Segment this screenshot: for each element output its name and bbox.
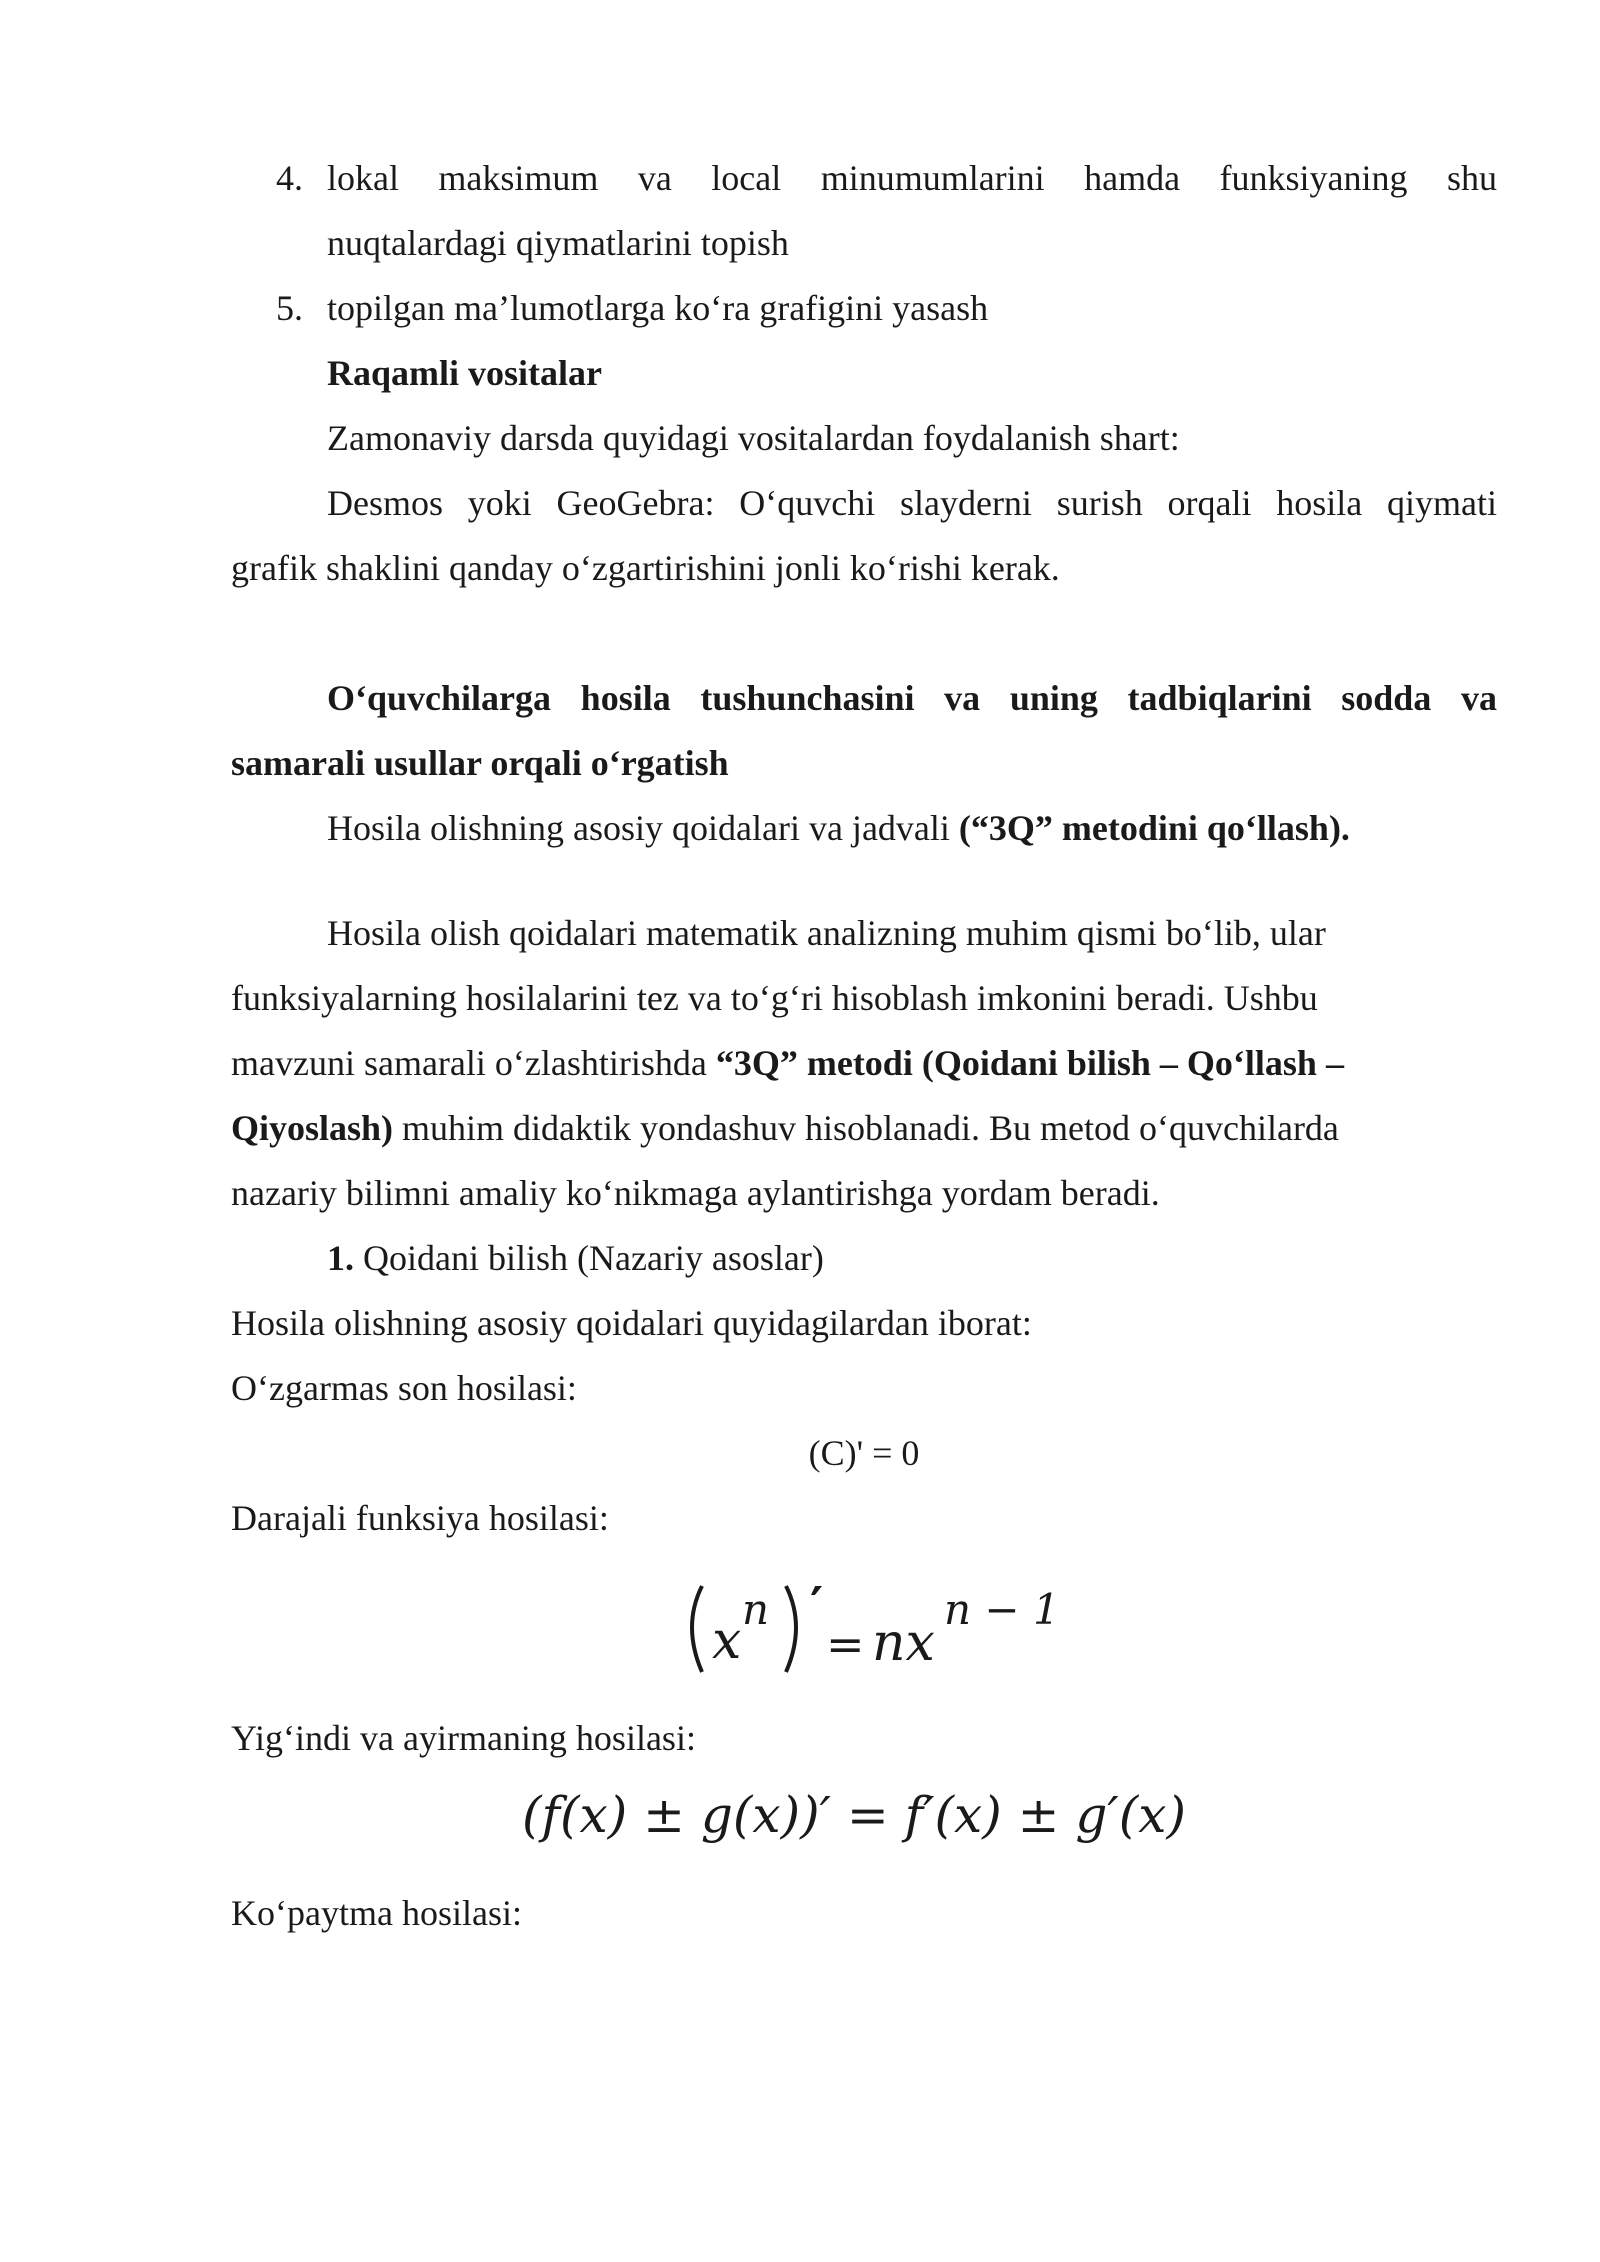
list-number-4: 4. — [276, 158, 303, 198]
paragraph-line4 — [231, 1110, 1339, 1146]
power-rule-label: Darajali funksiya hosilasi: — [231, 1498, 609, 1538]
digital-tools-paragraph-line2: grafik shaklini qanday o‘zgartirishini jonli ko‘rishi kerak. — [231, 548, 1060, 588]
paragraph-bold-text: “3Q” metodi (Qoidani bilish – Qo‘llash – — [715, 1043, 1344, 1083]
paragraph-text: muhim didaktik yondashuv hisoblanadi. Bu metod o‘quvchilarda — [393, 1108, 1339, 1148]
word: hamda — [1084, 158, 1181, 198]
word: O‘quvchi — [739, 483, 876, 523]
power-rule-formula — [676, 1578, 1076, 1683]
base-x: x — [712, 1611, 742, 1671]
subtitle-text: Hosila olishning asosiy qoidalari va jadvali — [327, 808, 959, 848]
paragraph-line2: funksiyalarning hosilalarini tez va to‘g‘ri hisoblash imkonini beradi. Ushbu — [231, 978, 1318, 1018]
paragraph-line3 — [231, 1045, 1344, 1081]
word: maksimum — [438, 158, 599, 198]
word: shu — [1446, 158, 1497, 198]
word: qiymati — [1387, 483, 1497, 523]
word: lokal — [327, 158, 399, 198]
section-subtitle — [327, 810, 1350, 846]
word: va — [637, 158, 672, 198]
list-number-5: 5. — [276, 288, 303, 328]
word: uning — [1009, 678, 1098, 718]
exponent-n: n — [742, 1585, 770, 1634]
word: sodda — [1341, 678, 1432, 718]
right-paren — [786, 1586, 796, 1672]
word: hosila — [580, 678, 671, 718]
word: surish — [1056, 483, 1143, 523]
step-1-heading — [327, 1240, 824, 1276]
paragraph-text: mavzuni samarali o‘zlashtirishda — [231, 1043, 716, 1083]
step-title: Qoidani bilish (Nazariy asoslar) — [354, 1238, 824, 1278]
list-item-4-line1 — [327, 160, 1497, 196]
equals-sign: = — [826, 1617, 865, 1671]
rhs-coefficient: nx — [872, 1613, 935, 1673]
paragraph-line1: Hosila olish qoidalari matematik analizning muhim qismi bo‘lib, ular — [327, 913, 1326, 953]
word: va — [944, 678, 981, 718]
rhs-exponent: n − 1 — [944, 1585, 1060, 1634]
word: minumumlarini — [820, 158, 1045, 198]
word: slayderni — [899, 483, 1032, 523]
constant-rule-label: O‘zgarmas son hosilasi: — [231, 1368, 577, 1408]
digital-tools-intro: Zamonaviy darsda quyidagi vositalardan foydalanish shart: — [327, 418, 1180, 458]
section-heading-line1 — [327, 680, 1497, 716]
section-heading-digital-tools: Raqamli vositalar — [327, 353, 602, 393]
sum-rule-label: Yig‘indi va ayirmaning hosilasi: — [231, 1718, 696, 1758]
word: tadbiqlarini — [1127, 678, 1312, 718]
word: yoki — [467, 483, 532, 523]
word: local — [711, 158, 782, 198]
left-paren — [692, 1586, 702, 1672]
paragraph-bold-text: Qiyoslash) — [231, 1108, 394, 1148]
word: va — [1460, 678, 1497, 718]
word: O‘quvchilarga — [327, 678, 552, 718]
word: orqali — [1167, 483, 1252, 523]
rules-intro: Hosila olishning asosiy qoidalari quyidagilardan iborat: — [231, 1303, 1032, 1343]
word: hosila — [1276, 483, 1363, 523]
sum-rule-formula: (f(x) ± g(x))′ = f′(x) ± g′(x) — [522, 1786, 1186, 1844]
word: GeoGebra: — [556, 483, 715, 523]
section-heading-line2: samarali usullar orqali o‘rgatish — [231, 743, 729, 783]
word: funksiyaning — [1219, 158, 1408, 198]
list-item-5-text: topilgan ma’lumotlarga ko‘ra grafigini yasash — [327, 288, 989, 328]
word: Desmos — [327, 483, 443, 523]
subtitle-bold-text: (“3Q” metodini qo‘llash). — [958, 808, 1350, 848]
product-rule-label: Ko‘paytma hosilasi: — [231, 1893, 522, 1933]
list-item-4-line2: nuqtalardagi qiymatlarini topish — [327, 223, 789, 263]
power-rule-formula-svg — [676, 1578, 1076, 1683]
paragraph-line5: nazariy bilimni amaliy ko‘nikmaga aylantirishga yordam beradi. — [231, 1173, 1160, 1213]
digital-tools-paragraph-line1 — [327, 485, 1497, 521]
constant-rule-formula: (C)' = 0 — [808, 1433, 920, 1473]
prime-mark: ′ — [810, 1578, 824, 1634]
word: tushunchasini — [700, 678, 915, 718]
step-number: 1. — [327, 1238, 354, 1278]
